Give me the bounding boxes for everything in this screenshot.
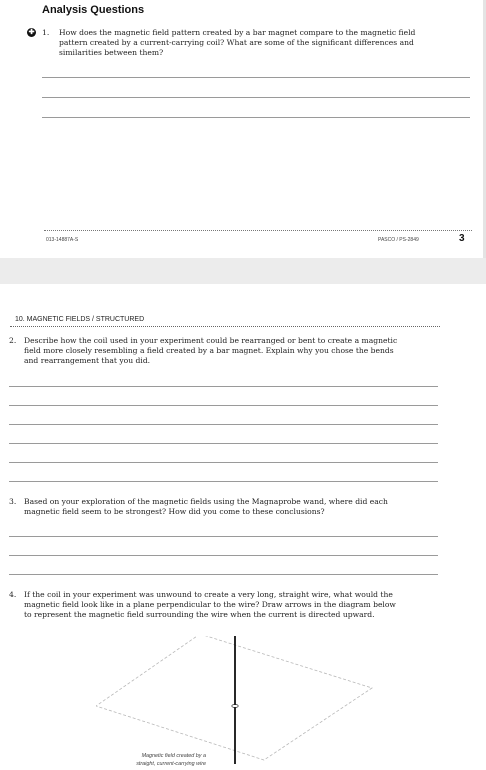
plus-circle-icon: ✚ xyxy=(28,29,35,36)
question-4-line-2: magnetic field look like in a plane perpendicular to the wire? Draw arrows in the diagram below xyxy=(24,600,396,609)
answer-line[interactable] xyxy=(42,97,470,98)
figure-caption-line-2: straight, current-carrying wire xyxy=(136,761,206,767)
answer-line[interactable] xyxy=(9,536,438,537)
answer-line[interactable] xyxy=(9,405,438,406)
figure-caption xyxy=(96,752,206,768)
figure-caption-line-1: Magnetic field created by a xyxy=(141,753,206,759)
page-gap xyxy=(0,258,486,284)
question-3-number: 3. xyxy=(9,497,17,506)
footer-divider xyxy=(44,230,472,231)
question-1-line-2: pattern created by a current-carrying coil? What are some of the significant differences and xyxy=(59,38,414,47)
page-header: 10. MAGNETIC FIELDS / STRUCTURED xyxy=(15,316,145,323)
question-1-line-3: similarities between them? xyxy=(59,48,164,57)
answer-line[interactable] xyxy=(9,424,438,425)
answer-line[interactable] xyxy=(42,117,470,118)
wire-plane-diagram[interactable] xyxy=(96,636,374,764)
question-1-number: 1. xyxy=(42,28,50,37)
header-divider xyxy=(10,326,440,327)
page-number: 3 xyxy=(459,233,465,244)
question-4-number: 4. xyxy=(9,590,17,599)
question-3-line-1: Based on your exploration of the magnetic fields using the Magnaprobe wand, where did each xyxy=(24,497,388,506)
question-2-line-3: and rearrangement that you did. xyxy=(24,356,151,365)
footer-product-code: 013-14887A-S xyxy=(46,237,79,243)
question-4-line-3: to represent the magnetic field surrounding the wire when the current is directed upward. xyxy=(24,610,375,619)
question-2-number: 2. xyxy=(9,336,17,345)
answer-line[interactable] xyxy=(9,462,438,463)
question-2-line-2: field more closely resembling a field created by a bar magnet. Explain why you chose the bends xyxy=(24,346,394,355)
question-4-line-1: If the coil in your experiment was unwound to create a very long, straight wire, what would the xyxy=(24,590,393,599)
question-1-line-1: How does the magnetic field pattern created by a bar magnet compare to the magnetic field xyxy=(59,28,416,37)
worksheet-page-2 xyxy=(0,284,486,770)
question-2-line-1: Describe how the coil used in your experiment could be rearranged or bent to create a magnetic xyxy=(24,336,398,345)
answer-line[interactable] xyxy=(9,574,438,575)
answer-line[interactable] xyxy=(42,77,470,78)
section-title: Analysis Questions xyxy=(42,4,145,16)
answer-line[interactable] xyxy=(9,481,438,482)
question-3-line-2: magnetic field seem to be strongest? How did you come to these conclusions? xyxy=(24,507,325,516)
answer-line[interactable] xyxy=(9,386,438,387)
perpendicular-plane xyxy=(96,636,372,760)
answer-line[interactable] xyxy=(9,443,438,444)
worksheet-page-1 xyxy=(0,0,486,258)
wire-intersection-point xyxy=(232,705,238,708)
answer-line[interactable] xyxy=(9,555,438,556)
footer-product-name: PASCO / PS-2849 xyxy=(378,237,419,243)
